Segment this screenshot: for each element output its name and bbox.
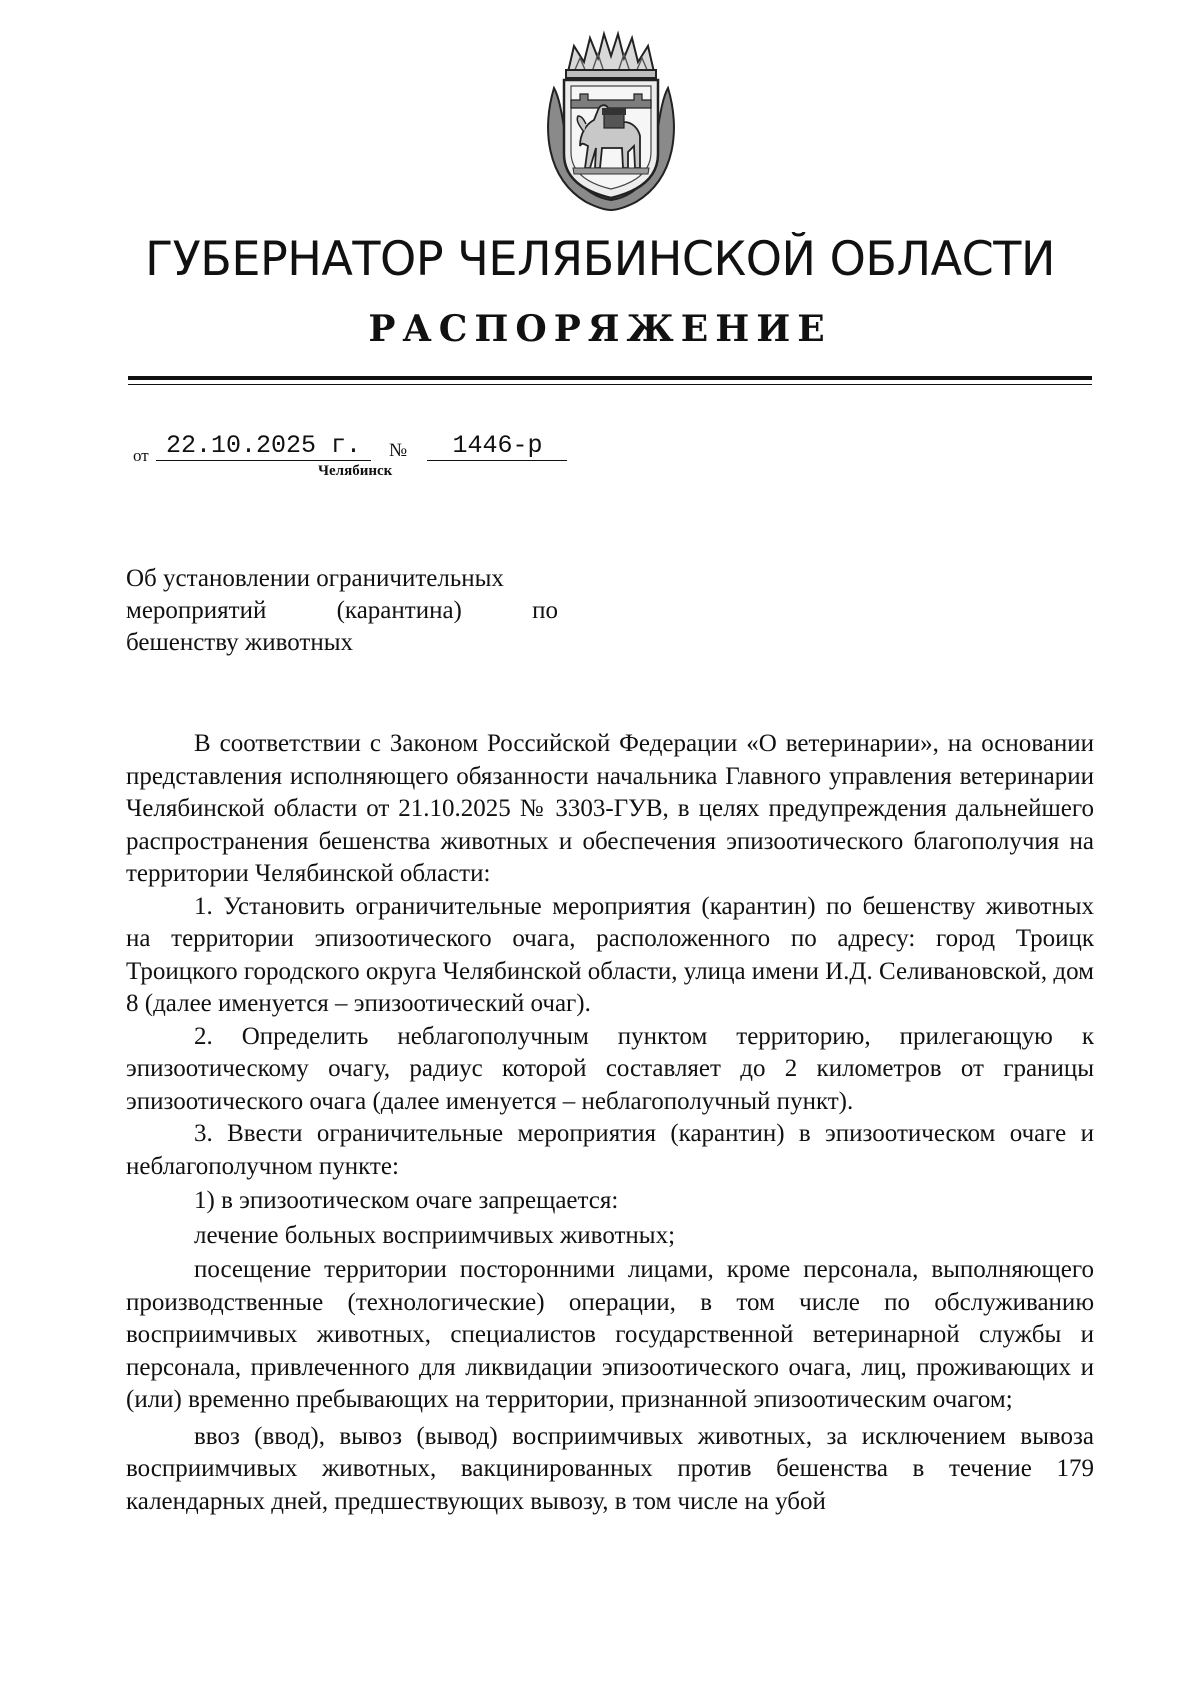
subject-line-1: Об установлении ограничительных: [126, 565, 504, 592]
document-body: [126, 728, 1094, 1518]
clause-1-paragraph: 1. Установить ограничительные мероприятия (карантин) по бешенству животных на территории эпизоотического очага, расположенного по адресу: город Троицк Троицкого городского округа Челябинской области, улица имени И.Д. Селивановской, дом 8 (далее именуется – эпизоотический очаг).: [126, 892, 1094, 1017]
date-underline: [156, 460, 371, 461]
prohibition-treatment: лечение больных восприимчивых животных;: [194, 1221, 676, 1249]
number-sign-label: №: [389, 440, 408, 461]
issue-city: Челябинск: [318, 463, 393, 479]
coat-of-arms-icon: [540, 28, 682, 212]
prohibition-visits: посещение территории посторонними лицами, кроме персонала, выполняющего производственные (технологические) операции, в том числе по обслуживанию восприимчивых животных, специалистов государственной ветеринарной службы и персонала, привлеченного для ликвидации эпизоотического очага, лиц, проживающих и (или) временно пребывающих на территории, признанной эпизоотическим очагом;: [126, 1256, 1094, 1413]
clause-2-paragraph: 2. Определить неблагополучным пунктом территорию, прилегающую к эпизоотическому очагу, радиус которой составляет до 2 километров от границы эпизоотического очага (далее именуется – неблагополучный пункт).: [126, 1022, 1094, 1115]
preamble-paragraph: В соответствии с Законом Российской Федерации «О ветеринарии», на основании представления исполняющего обязанности начальника Главного управления ветеринарии Челябинской области от 21.10.2025 № 3303-ГУВ, в целях предупреждения дальнейшего распространения бешенства животных и обеспечения эпизоотического благополучия на территории Челябинской области:: [126, 730, 1094, 887]
header-rule-thin: [128, 384, 1092, 385]
document-number: 1446-р: [452, 431, 543, 460]
prohibition-transport: ввоз (ввод), вывоз (вывод) восприимчивых животных, за исключением вывоза восприимчивых животных, вакцинированных против бешенства в течение 179 календарных дней, предшествующих вывозу, в том числе на убой: [126, 1422, 1094, 1515]
clause-3-paragraph: 3. Ввести ограничительные мероприятия (карантин) в эпизоотическом очаге и неблагополучном пункте:: [126, 1120, 1094, 1180]
date-prefix-label: от: [133, 446, 149, 465]
document-subject: [126, 563, 558, 659]
issuer-title: ГУБЕРНАТОР ЧЕЛЯБИНСКОЙ ОБЛАСТИ: [145, 232, 1055, 287]
number-underline: [427, 460, 567, 461]
document-type: РАСПОРЯЖЕНИЕ: [368, 308, 832, 350]
subclause-1-paragraph: 1) в эпизоотическом очаге запрещается:: [194, 1187, 619, 1214]
header-rule-thick: [128, 376, 1092, 380]
document-date: 22.10.2025 г.: [165, 431, 362, 460]
subject-line-2: мероприятий (карантина) по: [126, 597, 558, 624]
subject-line-3: бешенству животных: [126, 629, 353, 656]
